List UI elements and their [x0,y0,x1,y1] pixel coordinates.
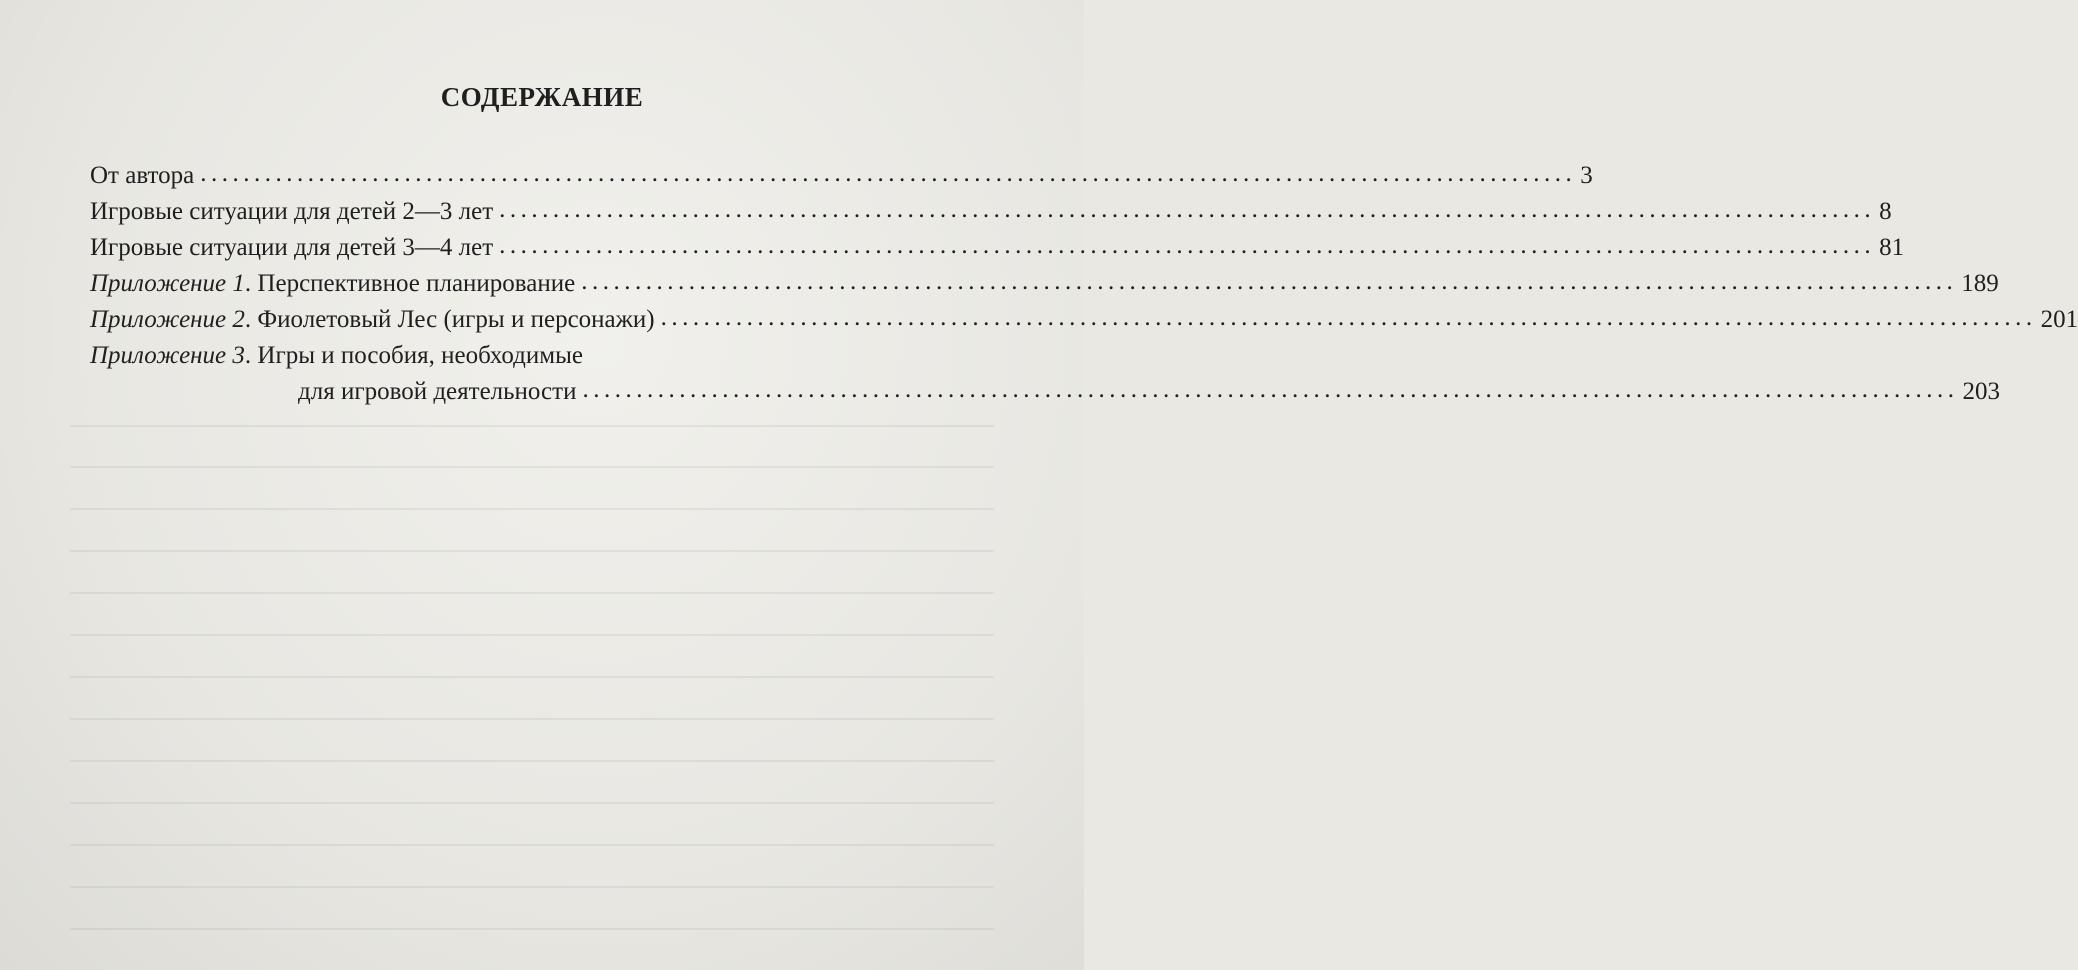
bleed-through-lines [70,0,994,970]
toc-page-number: 8 [1879,198,1892,225]
toc-entry-label: Игровые ситуации для детей 2—3 лет [90,198,494,225]
toc-entry[interactable] [90,230,1905,266]
toc-entry[interactable] [90,302,2078,338]
page-title: СОДЕРЖАНИЕ [440,82,644,112]
table-of-contents [90,158,2078,410]
toc-entry[interactable] [90,338,978,374]
dot-leader: ................................................................................................................................ [499,232,1876,259]
toc-entry[interactable] [90,266,1999,302]
toc-entry-label: От автора [90,162,195,189]
toc-entry-label: Игровые ситуации для детей 3—4 лет [90,234,494,261]
toc-page-number: 81 [1879,234,1905,261]
dot-leader: ................................................................................................................................ [582,376,1959,403]
dot-leader: ................................................................................................................................ [581,268,1958,295]
toc-entry-label: Приложение 2. Фиолетовый Лес (игры и персонажи) [90,306,655,333]
toc-entry-continuation[interactable] [90,374,2000,410]
dot-leader: ................................................................................................................................ [660,304,2037,331]
toc-entry-label: для игровой деятельности [298,378,577,405]
toc-entry-label: Приложение 1. Перспективное планирование [90,270,576,297]
toc-entry[interactable] [90,194,1892,230]
dot-leader: ................................................................................................................................ [200,160,1577,187]
toc-entry[interactable] [90,158,1593,194]
toc-page-number: 3 [1580,162,1593,189]
toc-page-number: 201 [2040,306,2078,333]
toc-page-number: 189 [1961,270,1999,297]
toc-entry-label: Приложение 3. Игры и пособия, необходимые [90,342,583,369]
toc-page-number: 203 [1962,378,2000,405]
dot-leader: ................................................................................................................................ [499,196,1876,223]
